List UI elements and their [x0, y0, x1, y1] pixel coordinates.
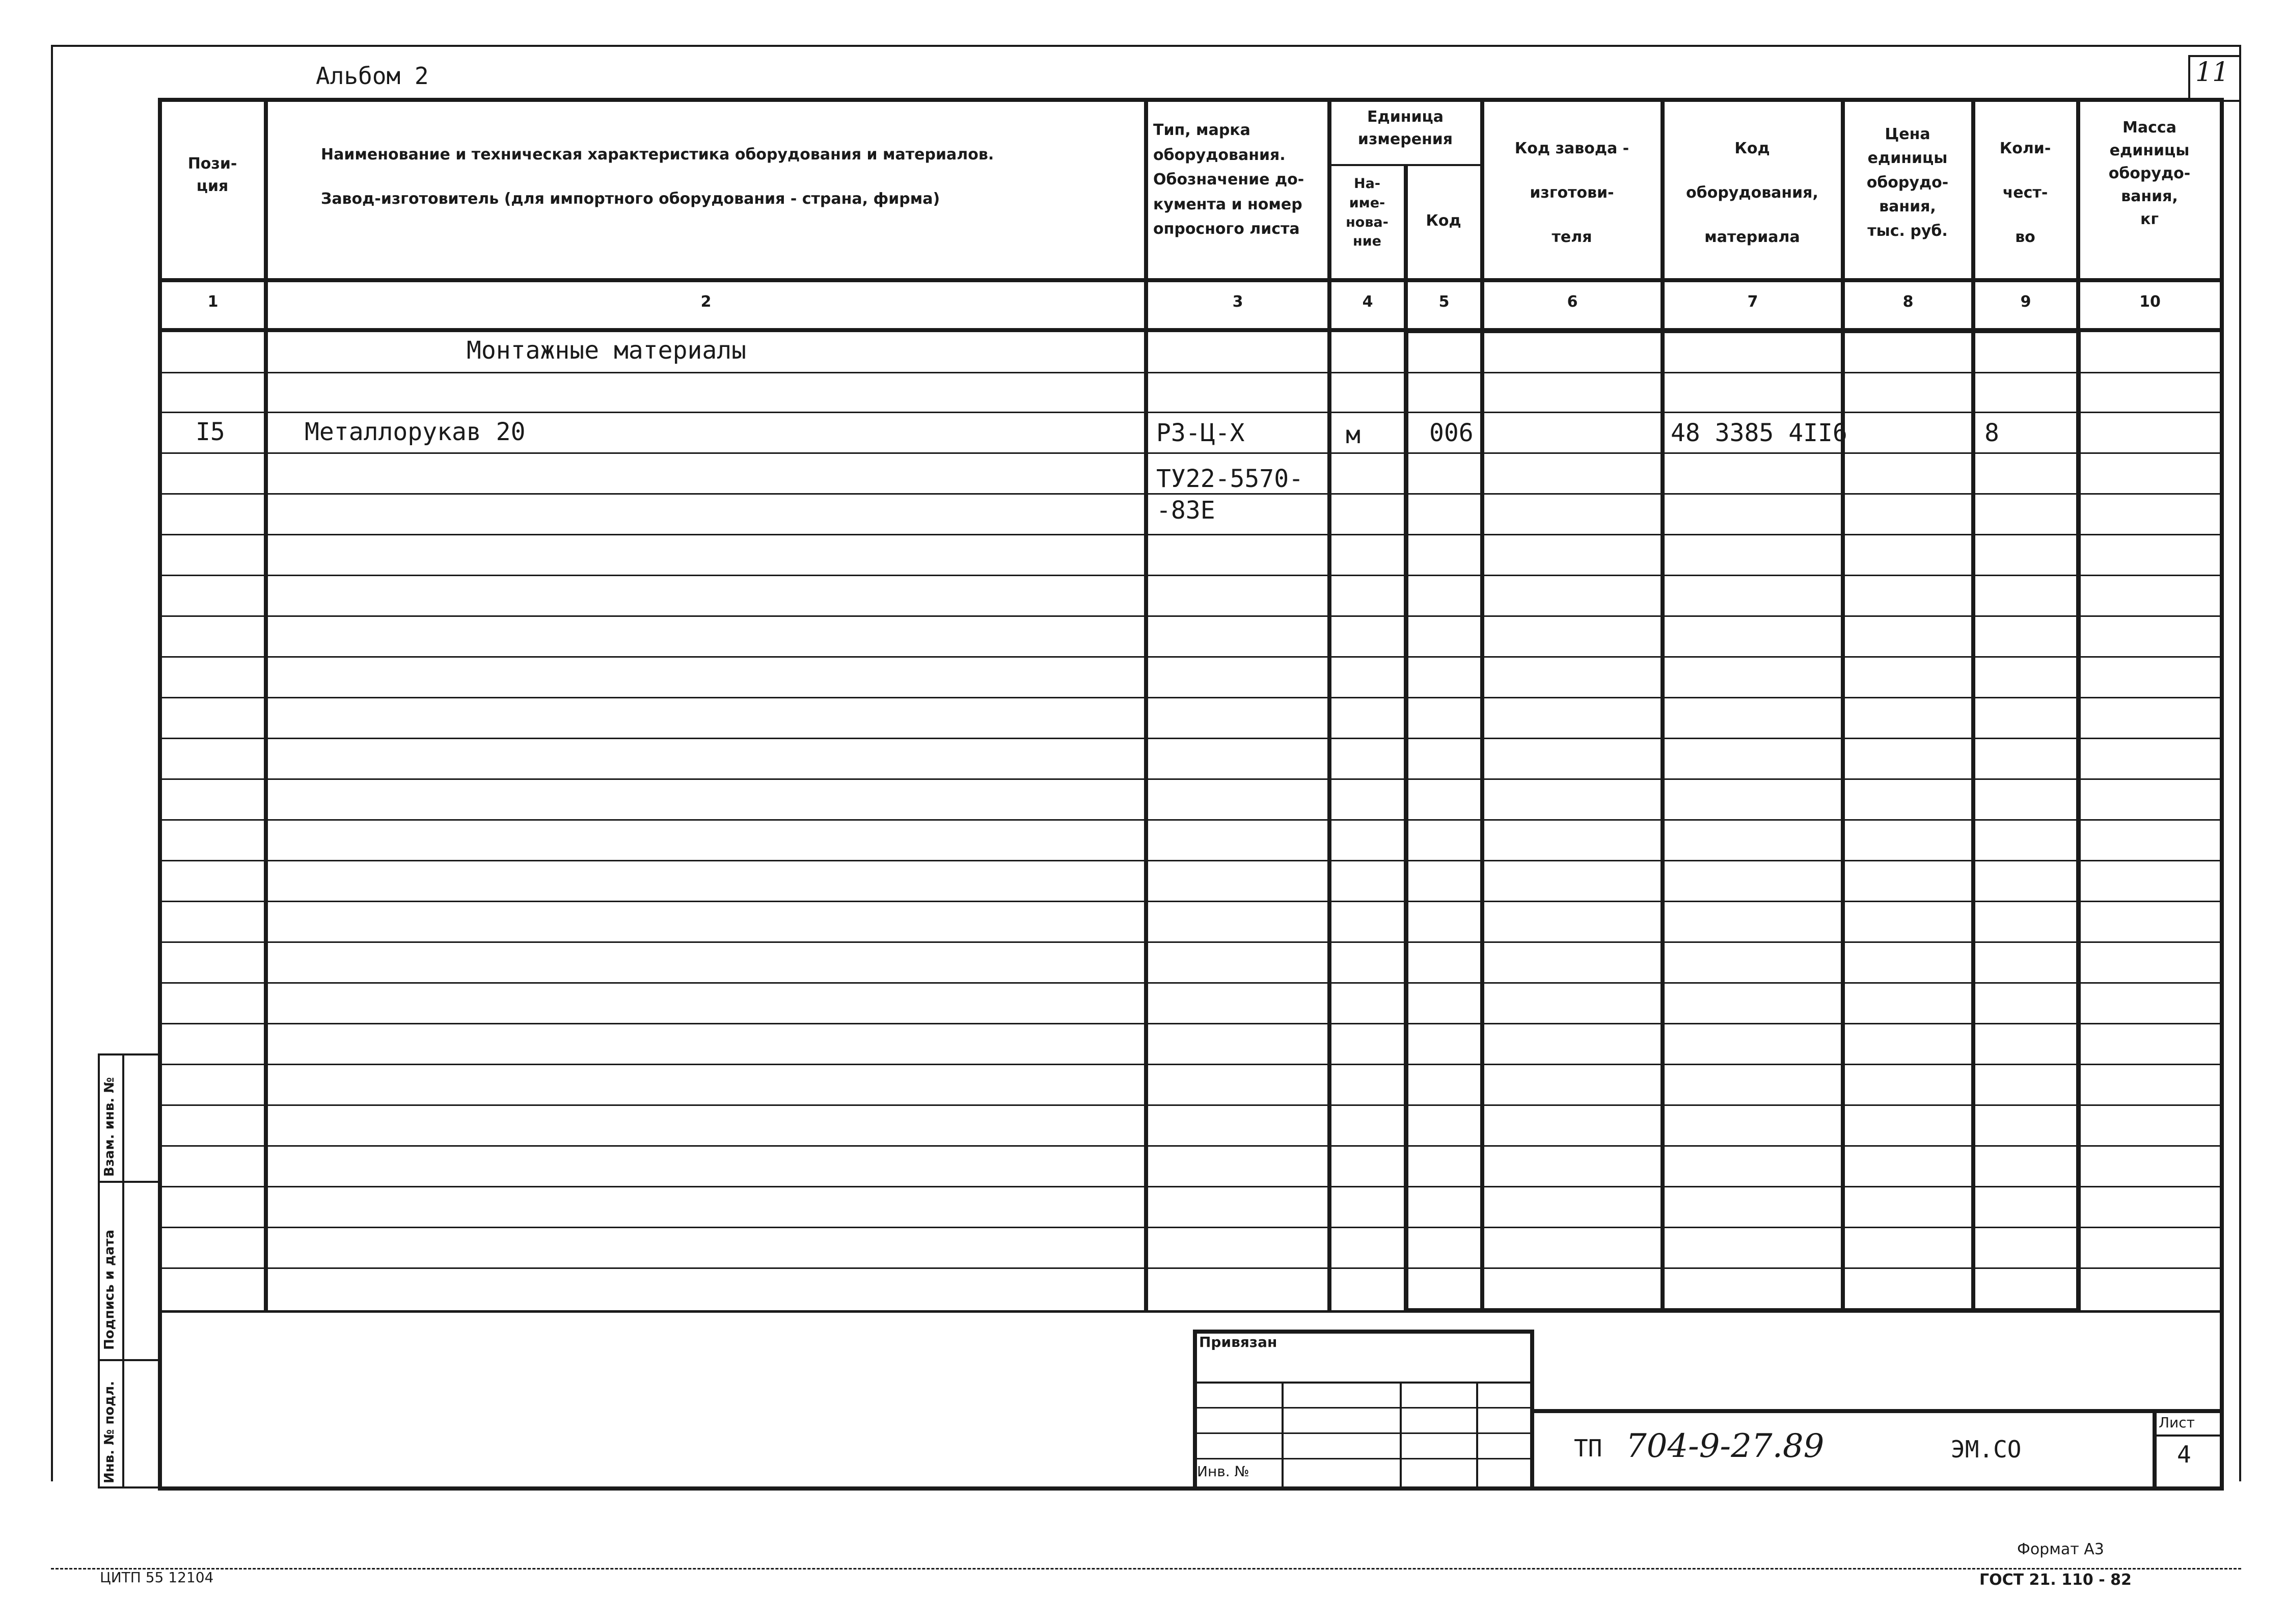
col-number-10: 10 — [2139, 293, 2161, 311]
col-number-2: 2 — [700, 293, 712, 311]
doc-code: 704-9-27.89 — [1626, 1427, 1825, 1465]
table-bottom-border — [158, 1486, 2224, 1491]
inv-no-label: Инв. № — [1197, 1463, 1249, 1480]
col-header-unit-group: Единица измерения — [1357, 108, 1453, 148]
row-type-line3: -83Е — [1156, 496, 1215, 525]
gost-label: ГОСТ 21. 110 - 82 — [1979, 1571, 2132, 1589]
col-number-4: 4 — [1362, 293, 1373, 311]
row-position: I5 — [196, 418, 225, 446]
col-number-9: 9 — [2020, 293, 2031, 311]
section-title: Монтажные материалы — [467, 336, 747, 365]
col-header-type: Тип, марка оборудования. Обозначение до- кумента и номер опросного листа — [1153, 121, 1304, 238]
page-number: 11 — [2195, 57, 2229, 88]
sheet-label: Лист — [2159, 1414, 2195, 1431]
row-type-line2: ТУ22-5570- — [1156, 465, 1303, 493]
col-header-mass: Масса единицы оборудо- вания, кг — [2108, 119, 2191, 228]
side-stamp-vzam-inv: Взам. инв. № — [102, 1077, 117, 1177]
doc-suffix: ЭМ.СО — [1951, 1436, 2022, 1463]
col-number-3: 3 — [1232, 293, 1243, 311]
doc-prefix: ТП — [1574, 1434, 1602, 1462]
col-header-unit-code: Код — [1426, 212, 1461, 230]
col-header-position: Пози- ция — [187, 155, 237, 195]
left-code: ЦИТП 55 12104 — [100, 1569, 214, 1586]
side-stamp-inv-podl: Инв. № подл. — [102, 1381, 117, 1483]
album-label: Альбом 2 — [316, 62, 429, 90]
sheet-number: 4 — [2177, 1441, 2191, 1468]
row-quantity: 8 — [1984, 419, 1999, 447]
col-header-factory-code: Код завода - изготови- теля — [1514, 140, 1629, 246]
col-header-price: Цена единицы оборудо- вания, тыс. руб. — [1866, 125, 1949, 240]
table-top-border — [158, 98, 2224, 102]
side-stamp-podpis-data: Подпись и дата — [102, 1229, 117, 1350]
row-unit-code: 006 — [1429, 419, 1474, 447]
col-number-6: 6 — [1567, 293, 1578, 311]
table-right-border — [2220, 98, 2224, 1488]
col-number-7: 7 — [1747, 293, 1758, 311]
table-left-border — [158, 98, 162, 1488]
col-header-material-code: Код оборудования, материала — [1686, 140, 1818, 246]
col-number-1: 1 — [207, 293, 219, 311]
row-material-code: 48 3385 4II6 — [1671, 419, 1847, 447]
format-label: Формат А3 — [2017, 1540, 2104, 1558]
row-type-line1: РЗ-Ц-Х — [1156, 419, 1245, 447]
col-header-name: Наименование и техническая характеристика оборудования и материалов. Завод-изготовитель (для импортного оборудования - страна, фирма) — [321, 146, 994, 208]
col-header-quantity: Коли- чест- во — [1999, 140, 2051, 246]
privyazan-label: Привязан — [1199, 1334, 1277, 1350]
row-unit-name: м — [1346, 421, 1360, 449]
col-header-unit-name: На- име- нова- ние — [1346, 176, 1389, 250]
row-name: Металлорукав 20 — [305, 418, 526, 446]
col-number-8: 8 — [1902, 293, 1914, 311]
col-number-5: 5 — [1438, 293, 1450, 311]
